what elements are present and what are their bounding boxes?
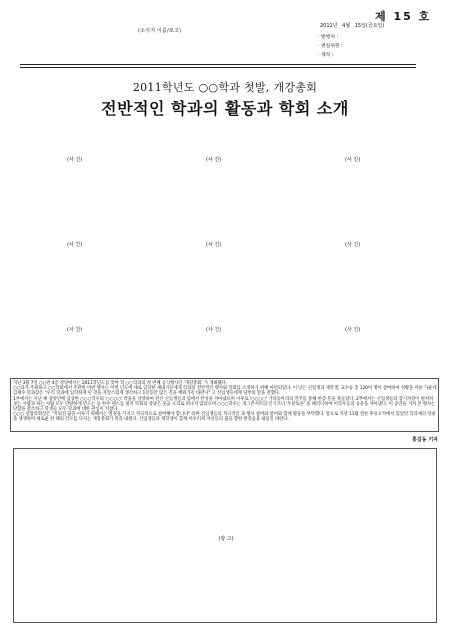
photo-placeholder-8: (사 진) — [206, 327, 222, 333]
org-label: (소식지 이름/로고) — [138, 28, 182, 34]
header-rule-top — [20, 64, 416, 65]
article-body — [13, 381, 437, 423]
photo-placeholder-2: (사 진) — [206, 157, 222, 163]
meta-editors: · 편집위원 : — [318, 44, 343, 49]
photo-placeholder-3: (사 진) — [345, 157, 361, 163]
photo-placeholder-4: (사 진) — [67, 242, 83, 248]
photo-placeholder-7: (사 진) — [67, 327, 83, 333]
meta-publisher: · 발행처 : — [318, 35, 339, 40]
article-byline: 홍길동 기자 — [412, 437, 438, 443]
article-paragraph: ○○○ 연합학회장은 "지워진 꿈을 이루기 위해서는 열정을 가지고 적극적으로 참여해야 합니다" 라며 신입생들의 적극적인 과 행사 참여와 참여와 함께 활동을 부탁했다. 앞으로 지난 11월 결론 후유오카에서 있었던 학과제의 영광을 생생하며 새로운 한 해의 각오를 다지는 개강총회가 막을 내렸다. 신입생들과 재학생이 함께 어우러져 자신들의 꿈을 향한 발걸음을 내딛길 바란다. — [13, 412, 436, 423]
article-subtitle: 2011학년도 ○○학과 첫발, 개강총회 — [132, 81, 318, 94]
article-paragraph: ○○과가 주최하고 ○○학회에서 주관한 이번 행사는 이번 년도에 새로 입학한 새내기들에게 학과의 전반적인 행사와 학회를 소개하기 위해 마련되었다. 이 날은 신입생과 재학생, 교수등 총 120여 명이 참여하여 성황을 이룬 가운데 김재수 학과장은 "우리 학과에 입학하게 된 것을 자랑스럽게 생각하고 1년동안 많은 것을 배워가길 바란다" 고 신입생들에게 당부의 말을 전했다. — [13, 386, 437, 397]
photo-placeholder-1: (사 진) — [67, 157, 83, 163]
header-rule-bottom — [20, 67, 416, 68]
ad-placeholder: (광 고) — [218, 536, 234, 542]
publisher-meta — [318, 33, 398, 60]
article-headline: 전반적인 학과의 활동과 학회 소개 — [101, 99, 349, 118]
meta-production: · 제작 : — [318, 53, 334, 58]
article-body-box — [10, 378, 439, 432]
photo-placeholder-6: (사 진) — [345, 242, 361, 248]
photo-placeholder-5: (사 진) — [206, 242, 222, 248]
photo-placeholder-9: (사 진) — [345, 327, 361, 333]
issue-number: 제 15 호 — [375, 10, 432, 23]
issue-date: 2011년 4월 15일(금요일) — [320, 23, 385, 29]
ad-box — [13, 448, 437, 623]
article-paragraph: 1부에서는 지난 해 중앙연에 입상한 ○○○학우의 '○○○○' 작품을 상영하여 전신 신입생들의 입에서 탄성을 자아냈으며 이후로 '○○○○' 기타동아리의 연주를 통해 한층 흥을 북돋았다. 2부에서는 신입생들의 장기자랑이 펼쳐져 보는 사람과 하는 사람 모두 만땅하게 만드는 등 한수 댄스를 펼쳐 학회의 강당은 웃음 소리로 떠나지 않았으며 ○○○학우는 개그콘서트의 인기코너 '두분토론' 을 패러디하여 어학우들의 공분을 자아냈다. 이 공연을 거쳐 본 행사는 단합을 강조하고 학생들 모두 학과에 대한 관심이 커졌다. — [13, 396, 436, 413]
article-paragraph: 지난 3월 7일 ○○관 4층 강당에서는 2011학년도를 맞아 학 ○○학과의 첫 번째 공식행사인 '개강총회' 가 개최됐다. — [13, 381, 228, 386]
